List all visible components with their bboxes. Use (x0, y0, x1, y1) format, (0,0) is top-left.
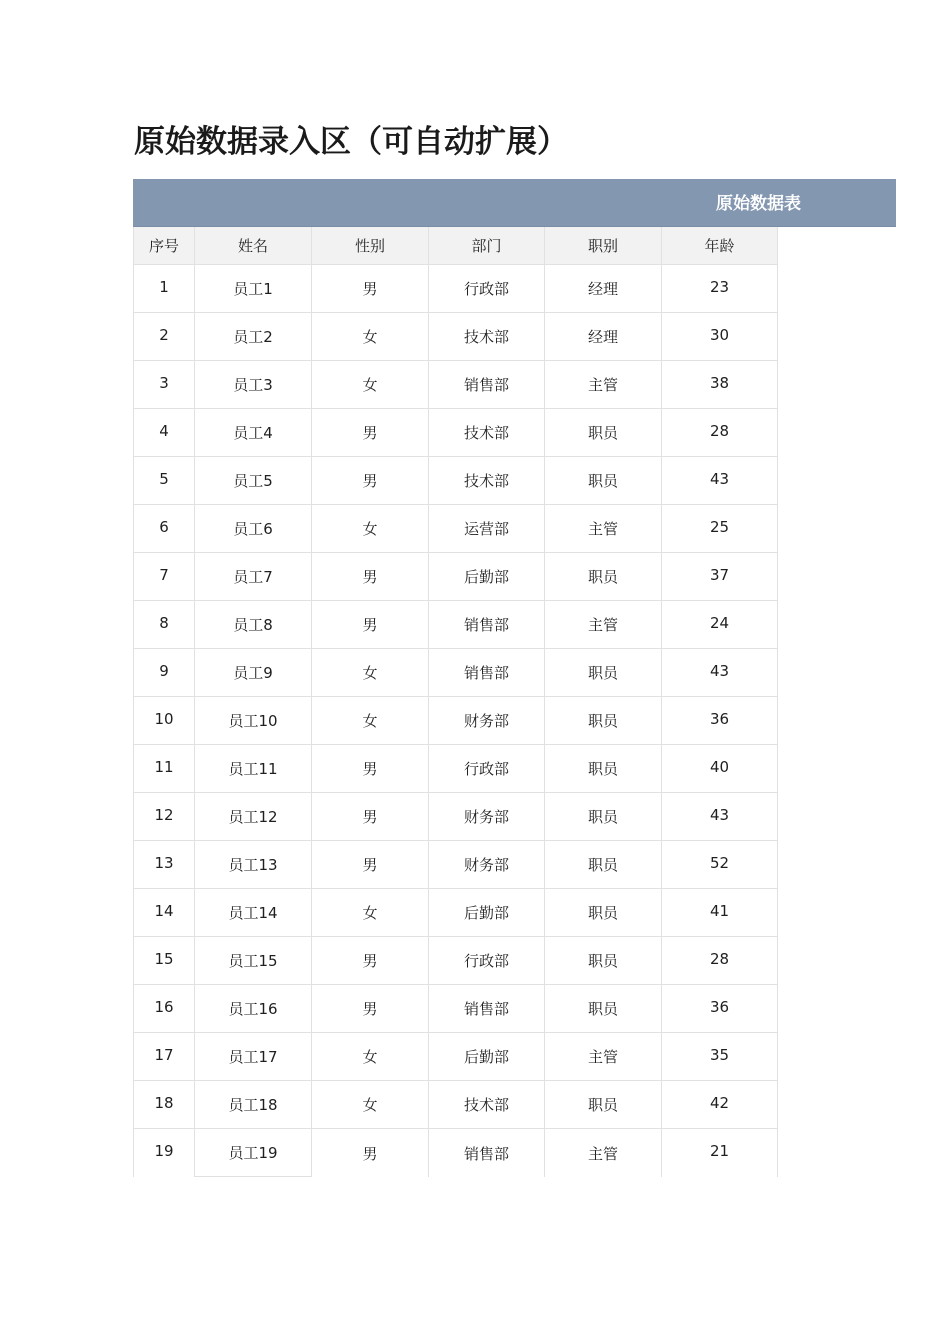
cell-name[interactable]: 员工16 (195, 985, 312, 1033)
cell-position[interactable]: 职员 (545, 889, 662, 937)
cell-name[interactable]: 员工18 (195, 1081, 312, 1129)
cell-department[interactable]: 技术部 (429, 1081, 545, 1129)
cell-age[interactable]: 38 (662, 361, 778, 409)
cell-index[interactable]: 10 (133, 697, 195, 745)
cell-gender[interactable]: 男 (312, 937, 429, 985)
cell-gender[interactable]: 男 (312, 985, 429, 1033)
cell-age[interactable]: 23 (662, 265, 778, 313)
cell-index[interactable]: 14 (133, 889, 195, 937)
table-row (133, 361, 778, 409)
column-header-department[interactable]: 部门 (429, 227, 545, 265)
cell-age[interactable]: 21 (662, 1129, 778, 1177)
cell-name[interactable]: 员工5 (195, 457, 312, 505)
cell-index[interactable]: 5 (133, 457, 195, 505)
table-row (133, 1081, 778, 1129)
cell-department[interactable]: 行政部 (429, 937, 545, 985)
cell-index[interactable]: 4 (133, 409, 195, 457)
cell-name[interactable]: 员工19 (195, 1129, 312, 1177)
cell-age[interactable]: 25 (662, 505, 778, 553)
table-row (133, 313, 778, 361)
table-row (133, 937, 778, 985)
cell-department[interactable]: 技术部 (429, 409, 545, 457)
cell-name[interactable]: 员工1 (195, 265, 312, 313)
cell-name[interactable]: 员工11 (195, 745, 312, 793)
cell-position[interactable]: 主管 (545, 1033, 662, 1081)
table-row (133, 409, 778, 457)
cell-position[interactable]: 职员 (545, 1081, 662, 1129)
cell-index[interactable]: 15 (133, 937, 195, 985)
cell-position[interactable]: 经理 (545, 313, 662, 361)
cell-department[interactable]: 技术部 (429, 457, 545, 505)
cell-age[interactable]: 43 (662, 649, 778, 697)
cell-department[interactable]: 行政部 (429, 745, 545, 793)
cell-index[interactable]: 12 (133, 793, 195, 841)
table-row (133, 1129, 778, 1177)
cell-index[interactable]: 3 (133, 361, 195, 409)
cell-age[interactable]: 36 (662, 697, 778, 745)
cell-gender[interactable]: 男 (312, 601, 429, 649)
cell-age[interactable]: 40 (662, 745, 778, 793)
cell-position[interactable]: 经理 (545, 265, 662, 313)
cell-name[interactable]: 员工6 (195, 505, 312, 553)
table-row (133, 265, 778, 313)
cell-age[interactable]: 43 (662, 793, 778, 841)
cell-department[interactable]: 财务部 (429, 793, 545, 841)
cell-department[interactable]: 销售部 (429, 1129, 545, 1177)
table-row (133, 889, 778, 937)
cell-position[interactable]: 职员 (545, 697, 662, 745)
cell-index[interactable]: 7 (133, 553, 195, 601)
cell-name[interactable]: 员工8 (195, 601, 312, 649)
table-row (133, 745, 778, 793)
cell-gender[interactable]: 女 (312, 889, 429, 937)
cell-gender[interactable]: 男 (312, 841, 429, 889)
cell-name[interactable]: 员工7 (195, 553, 312, 601)
cell-gender[interactable]: 女 (312, 1081, 429, 1129)
cell-gender[interactable]: 男 (312, 409, 429, 457)
cell-index[interactable]: 18 (133, 1081, 195, 1129)
cell-index[interactable]: 8 (133, 601, 195, 649)
table-row (133, 793, 778, 841)
cell-age[interactable]: 52 (662, 841, 778, 889)
table-row (133, 1033, 778, 1081)
cell-position[interactable]: 职员 (545, 649, 662, 697)
cell-index[interactable]: 2 (133, 313, 195, 361)
cell-department[interactable]: 后勤部 (429, 553, 545, 601)
cell-name[interactable]: 员工2 (195, 313, 312, 361)
cell-age[interactable]: 43 (662, 457, 778, 505)
cell-department[interactable]: 行政部 (429, 265, 545, 313)
cell-index[interactable]: 17 (133, 1033, 195, 1081)
cell-department[interactable]: 后勤部 (429, 889, 545, 937)
cell-position[interactable]: 主管 (545, 361, 662, 409)
cell-age[interactable]: 37 (662, 553, 778, 601)
table-row (133, 649, 778, 697)
cell-index[interactable]: 16 (133, 985, 195, 1033)
page-title: 原始数据录入区（可自动扩展） (134, 124, 568, 160)
table-header-row (133, 227, 778, 265)
cell-index[interactable]: 6 (133, 505, 195, 553)
column-header-position[interactable]: 职别 (545, 227, 662, 265)
cell-gender[interactable]: 男 (312, 793, 429, 841)
cell-name[interactable]: 员工14 (195, 889, 312, 937)
cell-gender[interactable]: 女 (312, 1033, 429, 1081)
cell-department[interactable]: 财务部 (429, 697, 545, 745)
cell-position[interactable]: 职员 (545, 937, 662, 985)
cell-age[interactable]: 35 (662, 1033, 778, 1081)
table-row (133, 457, 778, 505)
cell-gender[interactable]: 女 (312, 361, 429, 409)
cell-index[interactable]: 13 (133, 841, 195, 889)
cell-index[interactable]: 1 (133, 265, 195, 313)
cell-position[interactable]: 职员 (545, 553, 662, 601)
cell-department[interactable]: 销售部 (429, 361, 545, 409)
cell-position[interactable]: 职员 (545, 793, 662, 841)
cell-age[interactable]: 24 (662, 601, 778, 649)
cell-gender[interactable]: 男 (312, 265, 429, 313)
cell-index[interactable]: 11 (133, 745, 195, 793)
cell-name[interactable]: 员工13 (195, 841, 312, 889)
cell-department[interactable]: 销售部 (429, 649, 545, 697)
table-banner (133, 179, 896, 227)
cell-age[interactable]: 30 (662, 313, 778, 361)
cell-gender[interactable]: 男 (312, 745, 429, 793)
cell-name[interactable]: 员工10 (195, 697, 312, 745)
cell-name[interactable]: 员工9 (195, 649, 312, 697)
cell-department[interactable]: 销售部 (429, 985, 545, 1033)
cell-gender[interactable]: 女 (312, 313, 429, 361)
cell-gender[interactable]: 男 (312, 457, 429, 505)
cell-gender[interactable]: 女 (312, 697, 429, 745)
table-row (133, 841, 778, 889)
cell-gender[interactable]: 女 (312, 649, 429, 697)
cell-age[interactable]: 41 (662, 889, 778, 937)
cell-position[interactable]: 职员 (545, 841, 662, 889)
cell-age[interactable]: 36 (662, 985, 778, 1033)
cell-department[interactable]: 销售部 (429, 601, 545, 649)
column-header-gender[interactable]: 性别 (312, 227, 429, 265)
column-header-age[interactable]: 年龄 (662, 227, 778, 265)
cell-age[interactable]: 28 (662, 409, 778, 457)
cell-name[interactable]: 员工15 (195, 937, 312, 985)
data-table (133, 227, 778, 1177)
cell-name[interactable]: 员工4 (195, 409, 312, 457)
column-header-index[interactable]: 序号 (133, 227, 195, 265)
cell-position[interactable]: 职员 (545, 985, 662, 1033)
cell-position[interactable]: 主管 (545, 601, 662, 649)
cell-department[interactable]: 后勤部 (429, 1033, 545, 1081)
cell-gender[interactable]: 女 (312, 505, 429, 553)
table-row (133, 985, 778, 1033)
cell-name[interactable]: 员工12 (195, 793, 312, 841)
cell-position[interactable]: 职员 (545, 457, 662, 505)
cell-position[interactable]: 主管 (545, 505, 662, 553)
cell-department[interactable]: 运营部 (429, 505, 545, 553)
cell-gender[interactable]: 男 (312, 553, 429, 601)
cell-gender[interactable]: 男 (312, 1129, 429, 1177)
cell-name[interactable]: 员工3 (195, 361, 312, 409)
table-banner-title: 原始数据表 (716, 194, 801, 214)
cell-position[interactable]: 职员 (545, 409, 662, 457)
cell-age[interactable]: 28 (662, 937, 778, 985)
cell-age[interactable]: 42 (662, 1081, 778, 1129)
table-row (133, 505, 778, 553)
table-row (133, 697, 778, 745)
cell-position[interactable]: 职员 (545, 745, 662, 793)
cell-department[interactable]: 技术部 (429, 313, 545, 361)
table-row (133, 553, 778, 601)
table-row (133, 601, 778, 649)
cell-name[interactable]: 员工17 (195, 1033, 312, 1081)
column-header-name[interactable]: 姓名 (195, 227, 312, 265)
cell-index[interactable]: 9 (133, 649, 195, 697)
cell-position[interactable]: 主管 (545, 1129, 662, 1177)
cell-index[interactable]: 19 (133, 1129, 195, 1177)
cell-department[interactable]: 财务部 (429, 841, 545, 889)
